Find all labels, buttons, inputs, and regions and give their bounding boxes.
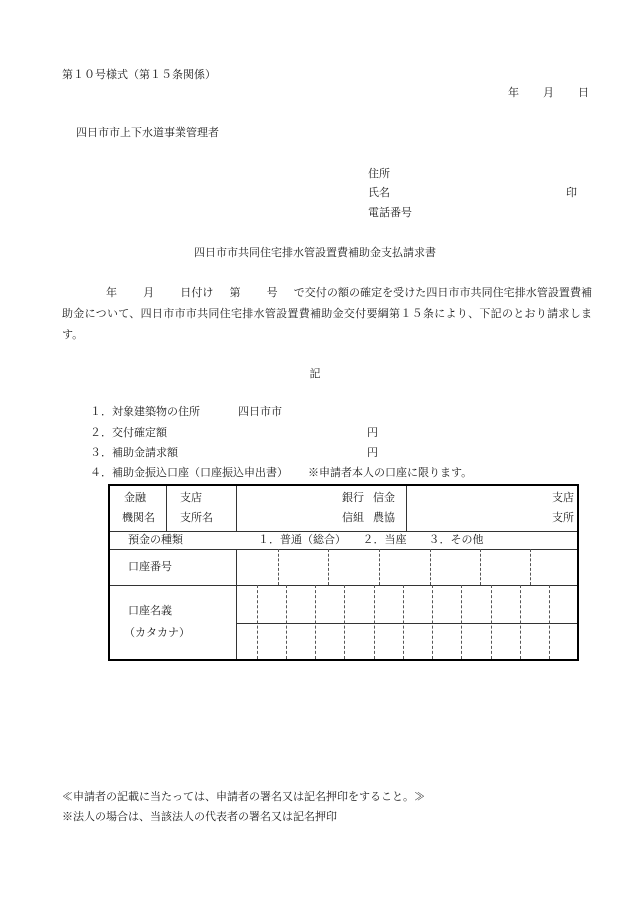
- item-4-label: ４．補助金振込口座（口座振込申出書）: [90, 466, 288, 479]
- bank-account-table: [108, 484, 579, 661]
- note-corporation: ※法人の場合は、当該法人の代表者の署名又は記名押印: [62, 810, 337, 823]
- institution-label-2: 機関名: [122, 511, 155, 524]
- char-divider: [374, 585, 375, 659]
- name-label: 氏名: [368, 186, 390, 199]
- account-name-katakana-label: （カタカナ）: [124, 626, 190, 639]
- char-divider: [520, 585, 521, 659]
- char-divider: [432, 585, 433, 659]
- col-divider: [406, 486, 407, 531]
- branch-suffix-1: 支店: [552, 491, 574, 504]
- char-divider: [286, 585, 287, 659]
- char-divider: [461, 585, 462, 659]
- char-divider: [403, 585, 404, 659]
- row-divider: [110, 531, 577, 532]
- deposit-options: １．普通（総合） ２．当座 ３．その他: [258, 533, 484, 546]
- char-divider: [549, 585, 550, 659]
- date-year-label: 年: [508, 86, 519, 99]
- digit-divider: [379, 549, 380, 585]
- document-title: 四日市市共同住宅排水管設置費補助金支払請求書: [194, 246, 436, 259]
- col-divider: [236, 486, 237, 531]
- item-1-value: 四日市市: [238, 405, 282, 418]
- body-year: 年: [106, 286, 118, 299]
- col-divider: [236, 549, 237, 659]
- bank-type-shinkin: 信金: [373, 491, 395, 504]
- char-divider: [491, 585, 492, 659]
- item-3-label: ３．補助金請求額: [90, 446, 178, 459]
- deposit-type-label: 預金の種類: [128, 533, 183, 546]
- ki-heading: 記: [309, 367, 321, 380]
- char-divider: [315, 585, 316, 659]
- row-divider: [236, 623, 577, 624]
- seal-label: 印: [566, 186, 577, 199]
- digit-divider: [430, 549, 431, 585]
- digit-divider: [328, 549, 329, 585]
- item-2-label: ２．交付確定額: [90, 426, 167, 439]
- body-text: で交付の額の確定を受けた四日市市共同住宅排水管設置費補助金について、四日市市市共同住宅排水管設置費補助金交付要綱第１５条により、下記のとおり請求します。: [62, 286, 593, 341]
- bank-type-shinkumi: 信組: [342, 511, 364, 524]
- col-divider: [166, 486, 167, 531]
- addressee: 四日市市上下水道事業管理者: [76, 126, 219, 139]
- date-day-label: 日: [578, 86, 589, 99]
- item-1-label: １．対象建築物の住所: [90, 405, 200, 418]
- date-month-label: 月: [543, 86, 554, 99]
- digit-divider: [530, 549, 531, 585]
- body-month: 月: [143, 286, 155, 299]
- item-4-value: ※申請者本人の口座に限ります。: [308, 466, 473, 479]
- row-divider: [110, 549, 577, 550]
- item-2-value: 円: [367, 426, 378, 439]
- bank-type-nokyo: 農協: [373, 511, 395, 524]
- branch-label-1: 支店: [180, 491, 202, 504]
- digit-divider: [278, 549, 279, 585]
- note-signature: ≪申請者の記載に当たっては、申請者の署名又は記名押印をすること。≫: [62, 790, 425, 803]
- form-number: 第１０号様式（第１５条関係）: [62, 68, 216, 81]
- branch-suffix-2: 支所: [552, 511, 574, 524]
- address-label: 住所: [368, 167, 390, 180]
- account-number-label: 口座番号: [128, 560, 172, 573]
- body-number-suffix: 号: [266, 286, 278, 299]
- bank-type-bank: 銀行: [342, 491, 364, 504]
- char-divider: [257, 585, 258, 659]
- char-divider: [344, 585, 345, 659]
- item-3-value: 円: [367, 446, 378, 459]
- body-date-suffix: 日付け: [180, 286, 214, 299]
- body-number-prefix: 第: [229, 286, 241, 299]
- institution-label-1: 金融: [124, 491, 146, 504]
- account-name-label: 口座名義: [128, 604, 172, 617]
- phone-label: 電話番号: [368, 206, 412, 219]
- body-paragraph: [62, 282, 592, 345]
- branch-label-2: 支所名: [180, 511, 213, 524]
- digit-divider: [480, 549, 481, 585]
